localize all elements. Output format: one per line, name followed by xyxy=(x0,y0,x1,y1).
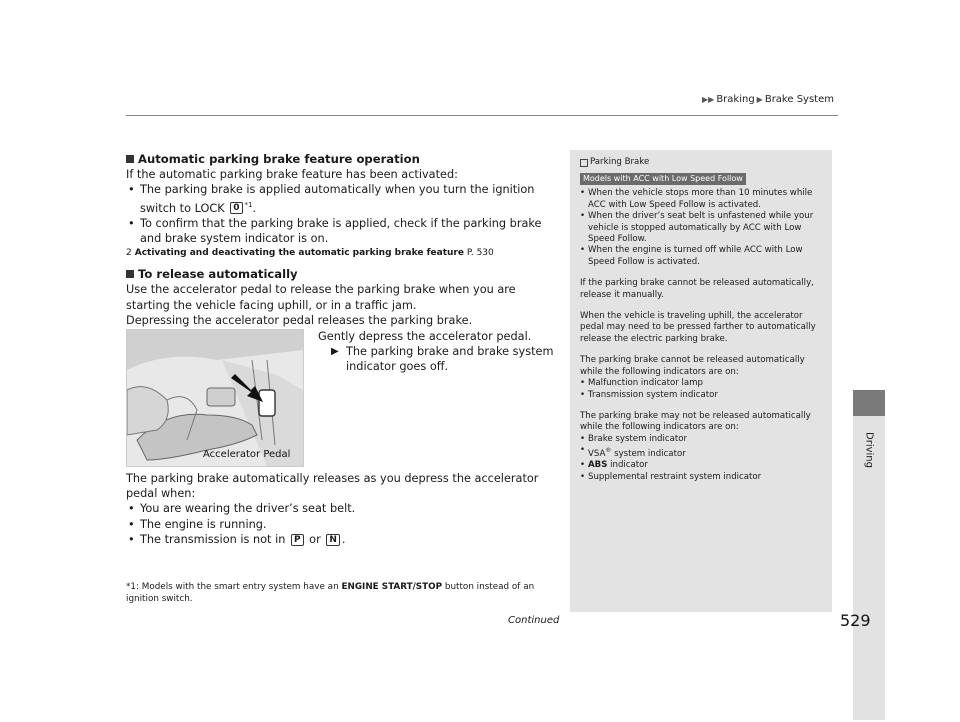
release-paragraph-2: Depressing the accelerator pedal releases the parking brake. xyxy=(126,313,473,327)
list-item: • ABS indicator xyxy=(580,460,822,471)
sidebar-paragraph: If the parking brake cannot be released automatically, release it manually. xyxy=(580,278,814,300)
key-lock-0: 0 xyxy=(230,202,242,214)
list-item: • The transmission is not in P or N . xyxy=(126,532,558,547)
section-square-icon xyxy=(126,155,134,163)
list-item: • VSA® system indicator xyxy=(580,445,822,460)
list-item: • Malfunction indicator lamp xyxy=(580,378,822,389)
list-item: • When the engine is turned off while ACC with Low Speed Follow is activated. xyxy=(580,245,822,268)
note-box-icon xyxy=(580,159,588,167)
section-heading-release: To release automatically xyxy=(126,267,558,282)
result-arrow-icon: ▶ xyxy=(331,346,339,358)
list-item: • Transmission system indicator xyxy=(580,390,822,401)
accelerator-pedal-illustration xyxy=(126,329,304,467)
header-divider xyxy=(126,115,838,116)
release-paragraph: Use the accelerator pedal to release the parking brake when you are starting the vehicle facing uphill, or in a traffic jam. xyxy=(126,283,516,312)
step-block xyxy=(318,329,558,375)
sidebar-paragraph: The parking brake cannot be released automatically while the following indicators are on: xyxy=(580,355,805,377)
list-item: • The parking brake is applied automatically when you turn the ignition switch to LOCK 0 $^{*1}$. xyxy=(126,182,558,215)
footnote: *1: Models with the smart entry system have an ENGINE START/STOP button instead of an ignition switch. xyxy=(126,582,535,604)
figure-caption: Accelerator Pedal xyxy=(203,448,291,460)
breadcrumb-item-braking: Braking xyxy=(716,94,755,105)
reference-arrow-icon: 2 xyxy=(126,247,132,258)
sidebar-paragraph: The parking brake may not be released automatically while the following indicators are on: xyxy=(580,410,811,433)
sidebar-notes xyxy=(570,150,832,612)
continued-label: Continued xyxy=(508,615,560,626)
cross-reference[interactable]: 2 Activating and deactivating the automatic parking brake feature P. 530 xyxy=(126,247,494,258)
intro-text: If the automatic parking brake feature has been activated: xyxy=(126,168,458,182)
section-heading-automatic: Automatic parking brake feature operation xyxy=(126,152,558,167)
list-item: • You are wearing the driver’s seat belt. xyxy=(126,501,558,516)
list-item: • To confirm that the parking brake is applied, check if the parking brake and brake system indicator is on. xyxy=(126,216,558,246)
triangle-icon: ▶▶ xyxy=(702,95,715,104)
side-tab-label xyxy=(842,390,896,510)
list-item: • When the vehicle stops more than 10 minutes while ACC with Low Speed Follow is activated. xyxy=(580,188,822,211)
footnote-marker: *1 xyxy=(244,200,253,209)
key-p: P xyxy=(291,534,304,546)
step-result: ▶ The parking brake and brake system indicator goes off. xyxy=(331,345,554,374)
key-n: N xyxy=(326,534,340,546)
sidebar-paragraph: When the vehicle is traveling uphill, the accelerator pedal may need to be pressed farther to automatically release the electric parking brake. xyxy=(580,311,816,344)
list-item: • When the driver’s seat belt is unfastened while your vehicle is stopped automatically by ACC with Low Speed Follow. xyxy=(580,211,822,245)
release-conditions: The parking brake automatically releases as you depress the accelerator pedal when: xyxy=(126,472,539,501)
triangle-icon: ▶ xyxy=(756,95,763,104)
section-square-icon xyxy=(126,270,134,278)
list-item: • Brake system indicator xyxy=(580,434,822,445)
page-number: 529 xyxy=(840,611,871,630)
step-text: Gently depress the accelerator pedal. xyxy=(318,330,532,343)
list-item: • The engine is running. xyxy=(126,517,558,532)
pedal-drawing xyxy=(127,330,303,466)
list-item: • Supplemental restraint system indicator xyxy=(580,472,822,483)
main-content xyxy=(126,152,558,547)
breadcrumb xyxy=(700,94,834,105)
model-badge: Models with ACC with Low Speed Follow xyxy=(580,173,746,185)
figure-row xyxy=(126,329,558,469)
breadcrumb-item-brake-system: Brake System xyxy=(764,94,834,105)
sidebar-title: Parking Brake xyxy=(580,157,822,168)
side-tab-text: Driving xyxy=(863,432,875,468)
